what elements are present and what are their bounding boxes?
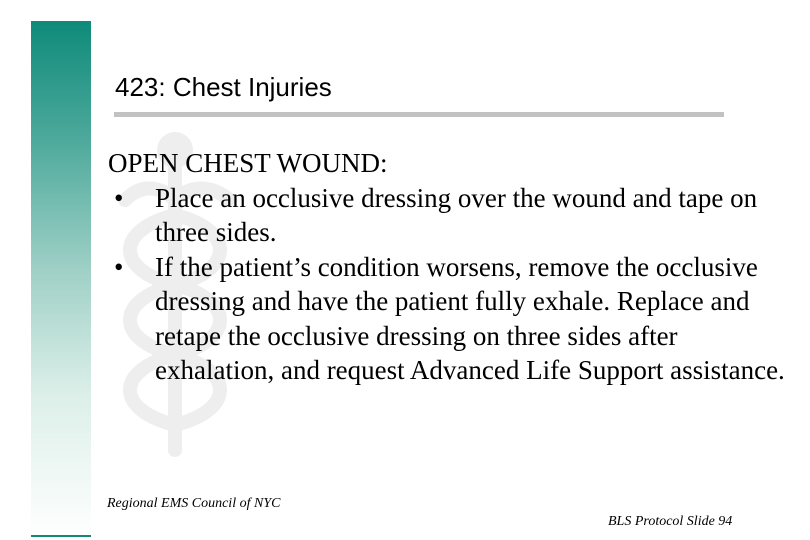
footer-organization: Regional EMS Council of NYC: [107, 496, 281, 511]
bullet-text: If the patient’s condition worsens, remove the occlusive dressing and have the patient fully exhale. Replace and retape the occlusive dressing on three sides after exhalation, and request Advanced Life Support assistance.: [155, 251, 785, 385]
left-accent-rule: [31, 535, 91, 537]
list-item: [108, 181, 788, 250]
section-heading: OPEN CHEST WOUND:: [108, 148, 388, 178]
left-accent-bar: [31, 21, 91, 540]
bullet-text: Place an occlusive dressing over the wound and tape on three sides.: [155, 182, 758, 247]
slide-body: [108, 146, 788, 388]
bullet-marker: •: [114, 251, 124, 282]
slide-title: 423: Chest Injuries: [115, 72, 332, 102]
list-item: [108, 250, 788, 388]
bullet-marker: •: [114, 182, 124, 213]
title-underline: [114, 112, 724, 117]
footer-slide-number: BLS Protocol Slide 94: [608, 514, 733, 529]
bullet-list: [108, 181, 788, 388]
